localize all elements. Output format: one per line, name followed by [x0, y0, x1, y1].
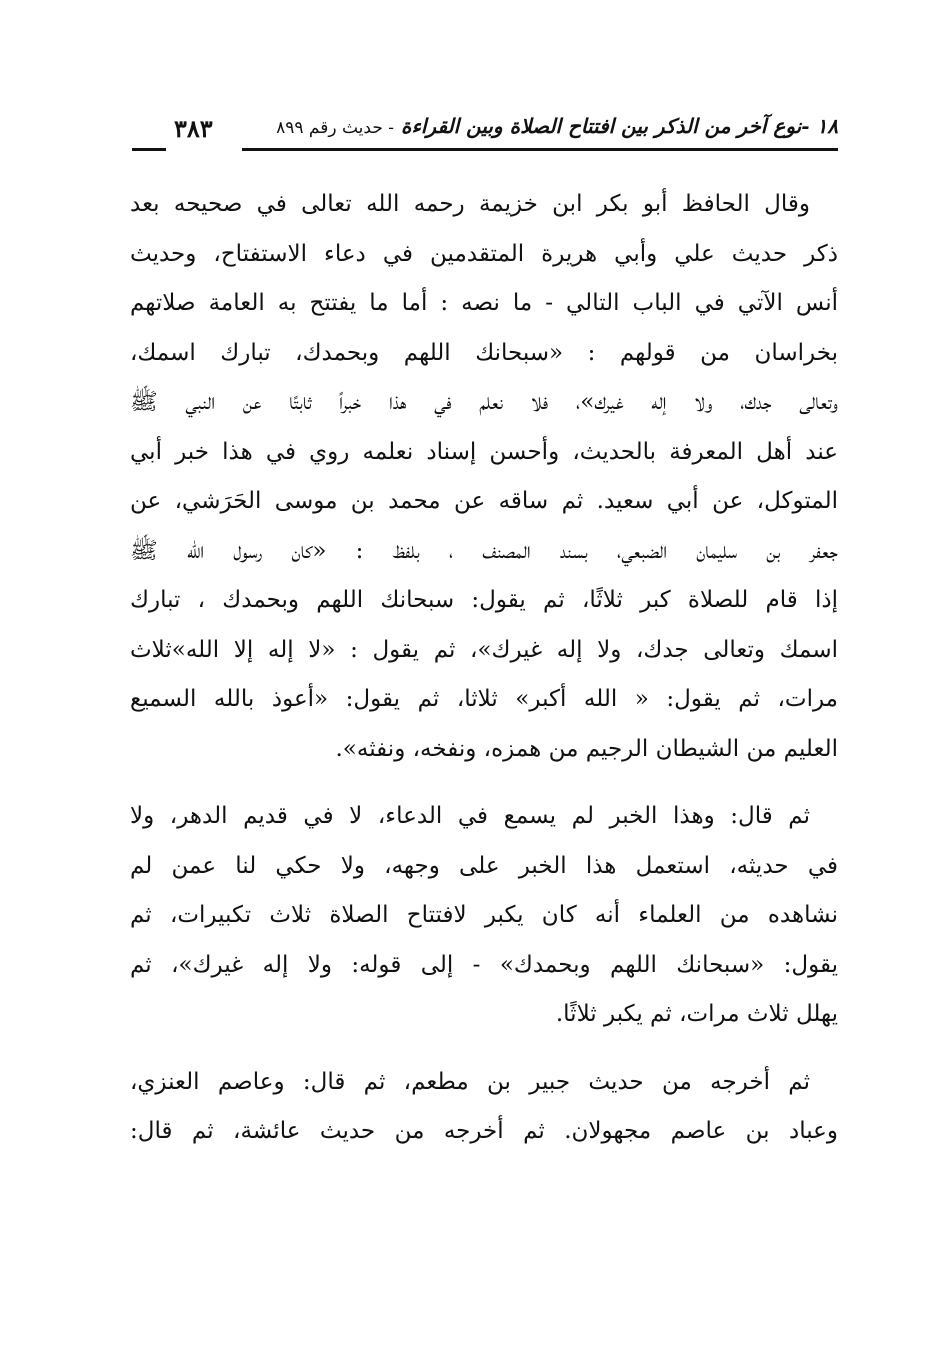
body-text: [130, 180, 838, 1157]
text-line: مرات، ثم يقول: « الله أكبر» ثلاثا، ثم يقول: «أعوذ بالله السميع: [130, 686, 838, 712]
text-line: أنس الآتي في الباب التالي - ما نصه : أما ما يفتتح به العامة صلاتهم: [130, 290, 838, 316]
text-line: عند أهل المعرفة بالحديث، وأحسن إسناد نعلمه روي في هذا خبر أبي: [130, 438, 838, 465]
page-number-dash: [132, 148, 166, 151]
page-number: ٣٨٣: [174, 114, 213, 143]
chapter-title: ١٨ -نوع آخر من الذكر بين افتتاح الصلاة وبين القراءة: [400, 114, 838, 138]
paragraph: [130, 792, 838, 1040]
paragraph: [130, 1058, 838, 1157]
paragraph: [130, 180, 838, 774]
text-line: اسمك وتعالى جدك، ولا إله غيرك»، ثم يقول : «لا إله إلا الله»ثلاث: [130, 636, 838, 663]
text-line: ذكر حديث علي وأبي هريرة المتقدمين في دعاء الاستفتاح، وحديث: [130, 240, 838, 267]
text-line: ثم أخرجه من حديث جبير بن مطعم، ثم قال: وعاصم العنزي،: [130, 1068, 810, 1095]
text-line: وعباد بن عاصم مجهولان. ثم أخرجه من حديث عائشة، ثم قال:: [130, 1118, 838, 1144]
chapter-heading: [276, 114, 838, 138]
text-line: المتوكل، عن أبي سعيد. ثم ساقه عن محمد بن موسى الحَرَشي، عن: [130, 488, 838, 514]
running-header: [130, 108, 838, 154]
text-line: وتعالى جدك، ولا إله غيرك»، فلا نعلم في هذا خبراً ثابتًا عن النبي ﷺ: [130, 389, 838, 415]
text-line: يهلل ثلاث مرات، ثم يكبر ثلاثًا.: [555, 1001, 838, 1027]
header-rule: [242, 148, 838, 151]
text-line: يقول: «سبحانك اللهم وبحمدك» - إلى قوله: ولا إله غيرك»، ثم: [130, 951, 838, 978]
paragraph-gap: [130, 1040, 838, 1058]
text-line: إذا قام للصلاة كبر ثلاثًا، ثم يقول: سبحانك اللهم وبحمدك ، تبارك: [130, 587, 838, 613]
text-line: ثم قال: وهذا الخبر لم يسمع في الدعاء، لا في قديم الدهر، ولا: [130, 803, 810, 829]
text-line: في حديثه، استعمل هذا الخبر على وجهه، ولا حكي لنا عمن لم: [130, 852, 838, 879]
text-line: نشاهده من العلماء أنه كان يكبر لافتتاح الصلاة ثلاث تكبيرات، ثم: [130, 902, 838, 928]
text-line: بخراسان من قولهم : «سبحانك اللهم وبحمدك، تبارك اسمك،: [130, 339, 838, 366]
hadith-reference: - حديث رقم ٨٩٩: [276, 118, 394, 138]
text-line: وقال الحافظ أبو بكر ابن خزيمة رحمه الله تعالى في صحيحه بعد: [130, 191, 810, 217]
paragraph-gap: [130, 774, 838, 792]
text-line: العليم من الشيطان الرجيم من همزه، ونفخه، ونفثه».: [335, 735, 838, 762]
text-line: جعفر بن سليمان الضبعي، بسند المصنف ، بلفظ : «كان رسول الله ﷺ: [130, 537, 838, 564]
